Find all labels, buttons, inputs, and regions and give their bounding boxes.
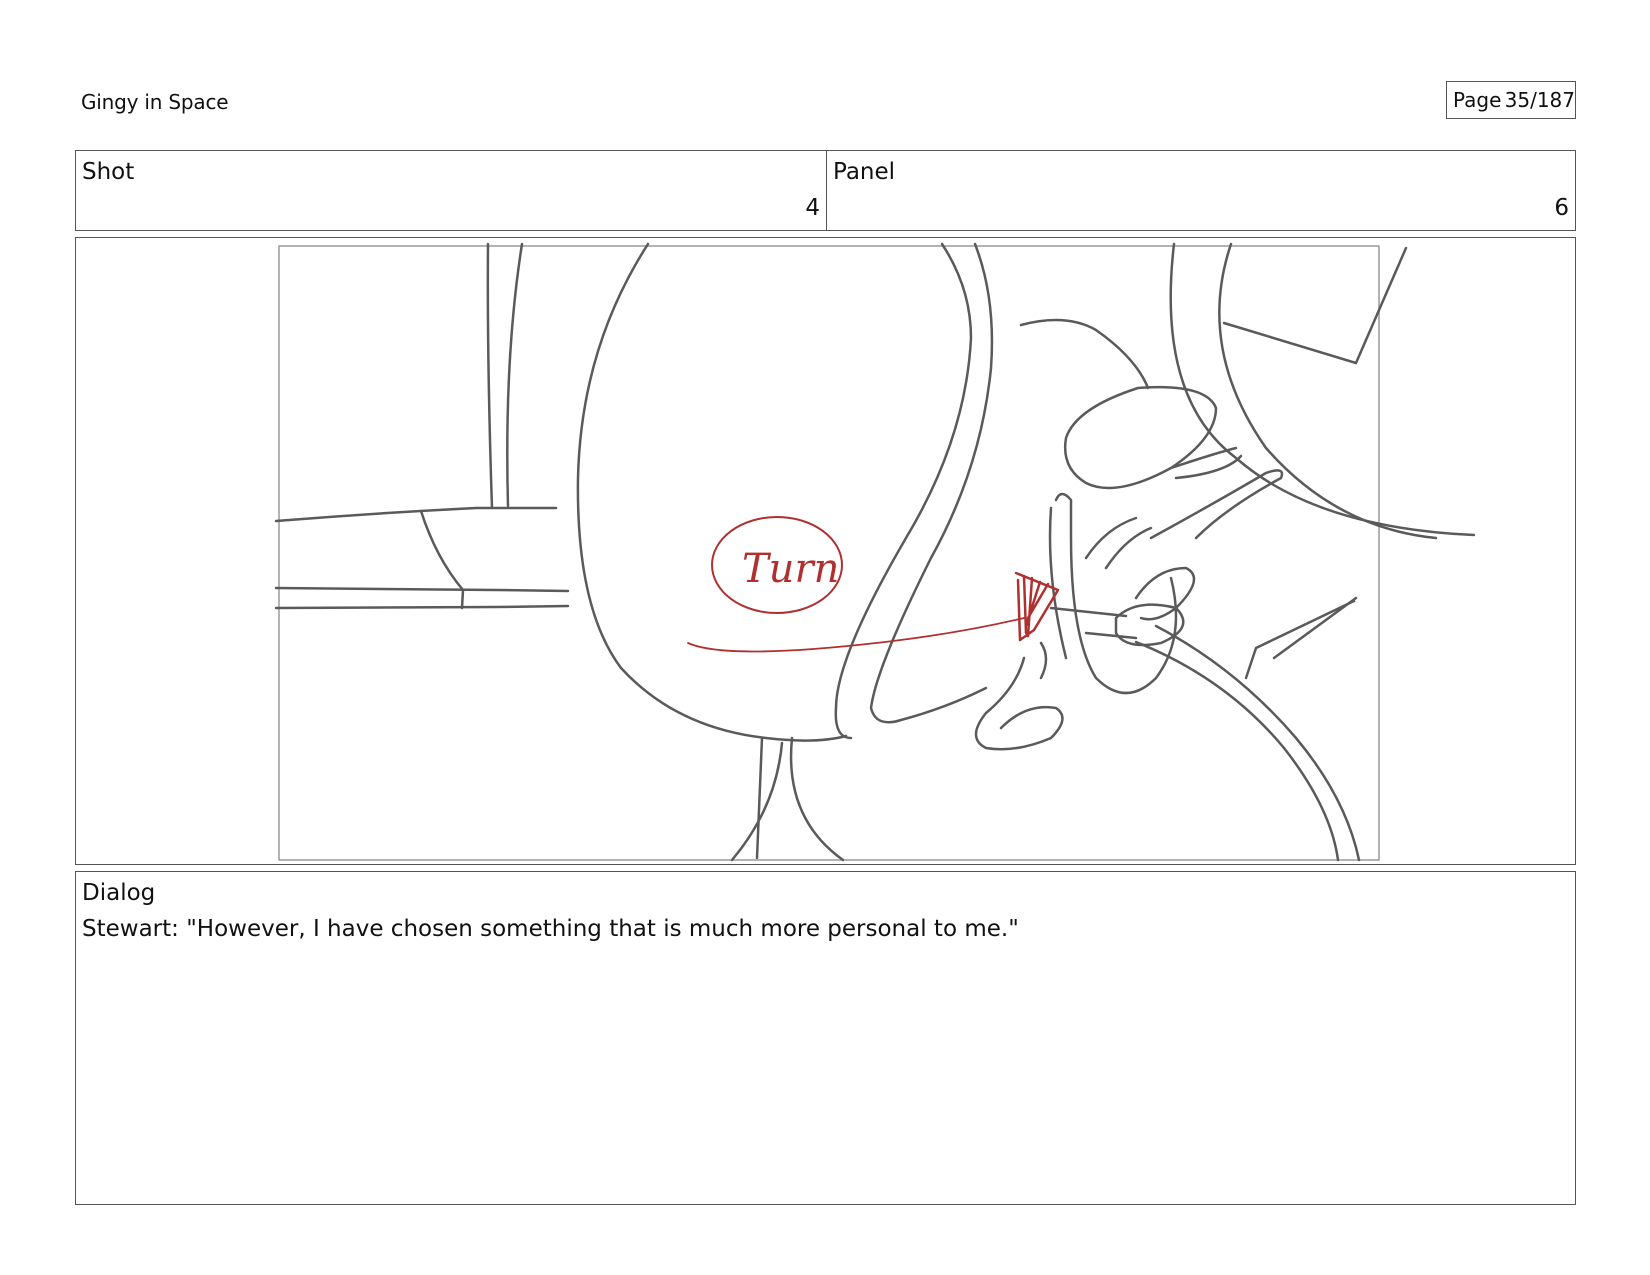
page-indicator: [1446, 81, 1576, 119]
shot-cell: [76, 151, 827, 230]
storyboard-image-frame: [75, 237, 1576, 865]
large-oval-figure: [578, 244, 846, 741]
storyboard-sketch: [76, 238, 1576, 865]
panel-label: Panel: [833, 159, 896, 185]
panel-cell: [827, 151, 1575, 230]
left-bar: [276, 508, 556, 521]
page-label: Page: [1453, 88, 1502, 112]
page-number: 35/187: [1504, 88, 1575, 112]
center-tall-shape: [836, 244, 971, 738]
character-hand: [1056, 494, 1176, 693]
shot-number: 4: [805, 195, 820, 221]
right-big-curve: [1171, 244, 1474, 535]
turn-annotation-text: Turn: [742, 546, 840, 592]
panel-number: 6: [1554, 195, 1569, 221]
dialog-label: Dialog: [82, 880, 156, 906]
dialog-text: Stewart: "However, I have chosen something that is much more personal to me.": [82, 916, 1019, 942]
character-head: [1021, 320, 1148, 388]
shot-panel-header: [75, 150, 1576, 231]
project-title: Gingy in Space: [81, 90, 229, 114]
shot-label: Shot: [82, 159, 135, 185]
hook-shape: [976, 658, 1062, 749]
dialog-section: [75, 871, 1576, 1205]
